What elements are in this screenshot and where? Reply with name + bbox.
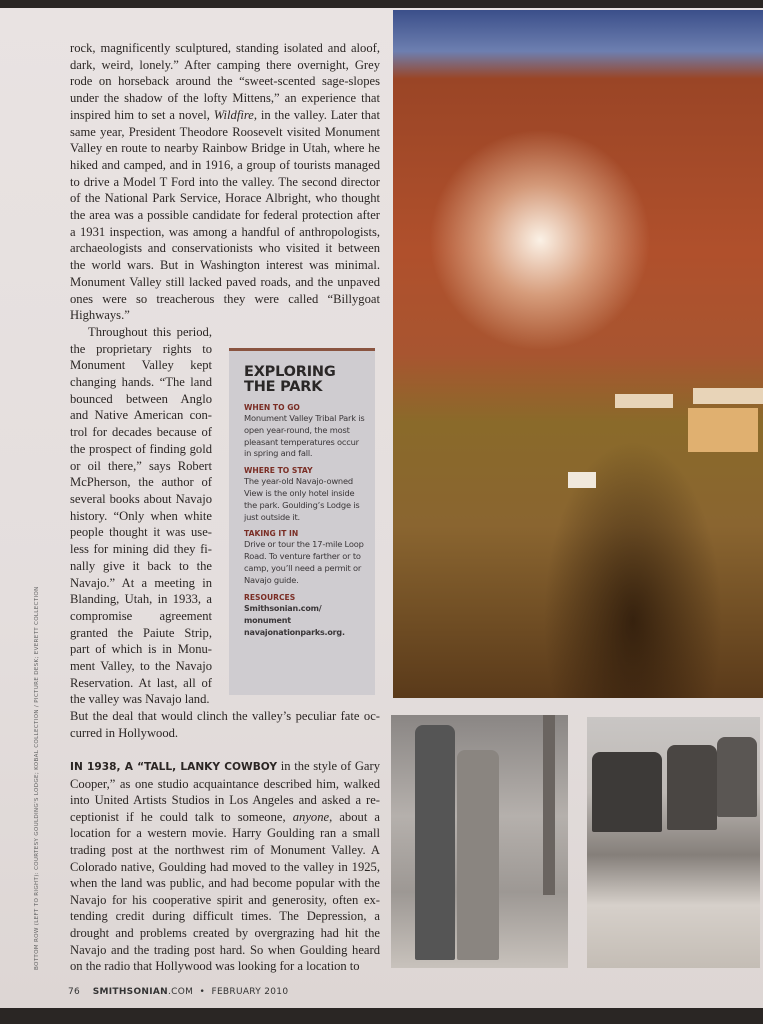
horse-riders-photo (587, 717, 760, 968)
paragraph-3 (70, 758, 380, 975)
magazine-suffix: .COM (168, 987, 194, 997)
rider (717, 737, 757, 817)
page-number: 76 (68, 987, 81, 997)
paragraph-1-text-end: , in the valley. Later that same year, President Theodore Roosevelt visited Monument Valley en route to nearby Rainbow Bridge in Utah, where he hiked and camped, and in 1916, a group of tourists managed to drive a Model T Ford into the valley. The second director of the National Park Service, Horace Albright, who thought the area was a possible candidate for federal protection after a 1931 inspection, was among a handful of anthropologists, archaeologists and conservationists who visited it between the world wars. But in Washington interest was minimal. Monument Valley still lacked paved roads, and the unpaved ones were so treacherous they were called “Billygoat Highways.” (70, 107, 381, 323)
separator: • (199, 987, 206, 997)
rider (667, 745, 717, 830)
sign (568, 472, 596, 488)
sidebar-text: Monument Valley Tribal Park is open year-round, the most pleasant temperatures occur in spring and fall. (244, 413, 365, 459)
building (693, 388, 763, 404)
issue-date: FEBRUARY 2010 (211, 987, 289, 997)
resource-link-navajo-parks[interactable]: navajonationparks.org. (244, 627, 345, 637)
photo-credit: BOTTOM ROW (LEFT TO RIGHT): COURTESY GOULDING'S LODGE; KOBAL COLLECTION / PICTURE DESK; EVERETT COLLECTION (34, 586, 40, 970)
man-figure (415, 725, 455, 960)
resource-link-smithsonian[interactable]: Smithsonian.com/ monument (244, 603, 322, 625)
exploring-the-park-sidebar (229, 348, 375, 695)
paragraph-2: Throughout this period, the proprietary rights to Monument Valley kept changing hands. “The land bounced between Anglo and Native American control for decades because of the prospect of finding gold or oil there,” says Robert McPherson, the author of several books about Navajo history. “Only when white people thought it was useless for mining did they finally give it back to the Navajo.” At a meeting in Blanding, Utah, in 1933, a compromise agreement granted the Paiute Strip, part of which is in Monument Valley, to the Navajo Reservation. At last, all of the valley was Navajo land. (70, 324, 212, 707)
sidebar-heading: WHERE TO STAY (244, 466, 313, 476)
paragraph-1 (70, 40, 380, 324)
paragraph-3-text-end: , about a location for a western movie. Harry Goulding ran a small trading post at the northwest rim of Monument Valley. A Colorado native, Goulding had moved to the valley in 1925, when the land was public, and had become popular with the Navajo for his cooperative spirit and generosity, often extending credit during difficult times. The Depression, a drought and problems created by overgrazing had hit the Navajo and the trading post hard. So when Goulding heard on the radio that Hollywood was looking for a location to (70, 809, 380, 974)
emphasis: anyone (292, 809, 330, 824)
rider (592, 752, 662, 832)
sidebar-heading: TAKING IT IN (244, 529, 299, 539)
building (615, 394, 673, 408)
novel-title: Wildfire (213, 107, 254, 122)
sidebar-heading: RESOURCES (244, 592, 296, 602)
paragraph-1-text: rock, magnificently sculptured, standing isolated and aloof, dark, weird, lonely.” After camping there overnight, Grey rode on horseback around the “sweet-scented sage-slopes under the shadow of the lofty Mittens,” an experience that inspired him to set a novel, (70, 41, 380, 122)
page-footer (68, 987, 288, 997)
paragraph-3-text: in the style of Gary Cooper,” as one studio acquaintance described him, walked into United Artists Studios in Los Angeles and asked a receptionist if he could talk to someone, (70, 759, 380, 824)
monument-valley-photo (393, 10, 763, 698)
building (688, 408, 758, 452)
sidebar-text: Drive or tour the 17-mile Loop Road. To venture farther or to camp, you’ll need a permit or Navajo guide. (244, 539, 364, 585)
sidebar-heading: WHEN TO GO (244, 403, 300, 412)
section-lead-in: IN 1938, A “TALL, LANKY COWBOY (70, 761, 278, 773)
paragraph-2-end: But the deal that would clinch the valley’s peculiar fate occurred in Hollywood. (70, 709, 380, 740)
sidebar-title: EXPLORING THE PARK (244, 364, 336, 395)
sidebar-text: The year-old Navajo-owned View is the only hotel inside the park. Goulding’s Lodge is just outside it. (244, 476, 360, 522)
goulding-couple-photo (391, 715, 568, 968)
post (543, 715, 555, 895)
woman-figure (457, 750, 499, 960)
section-2 (70, 758, 380, 975)
magazine-name: SMITHSONIAN (92, 987, 168, 997)
